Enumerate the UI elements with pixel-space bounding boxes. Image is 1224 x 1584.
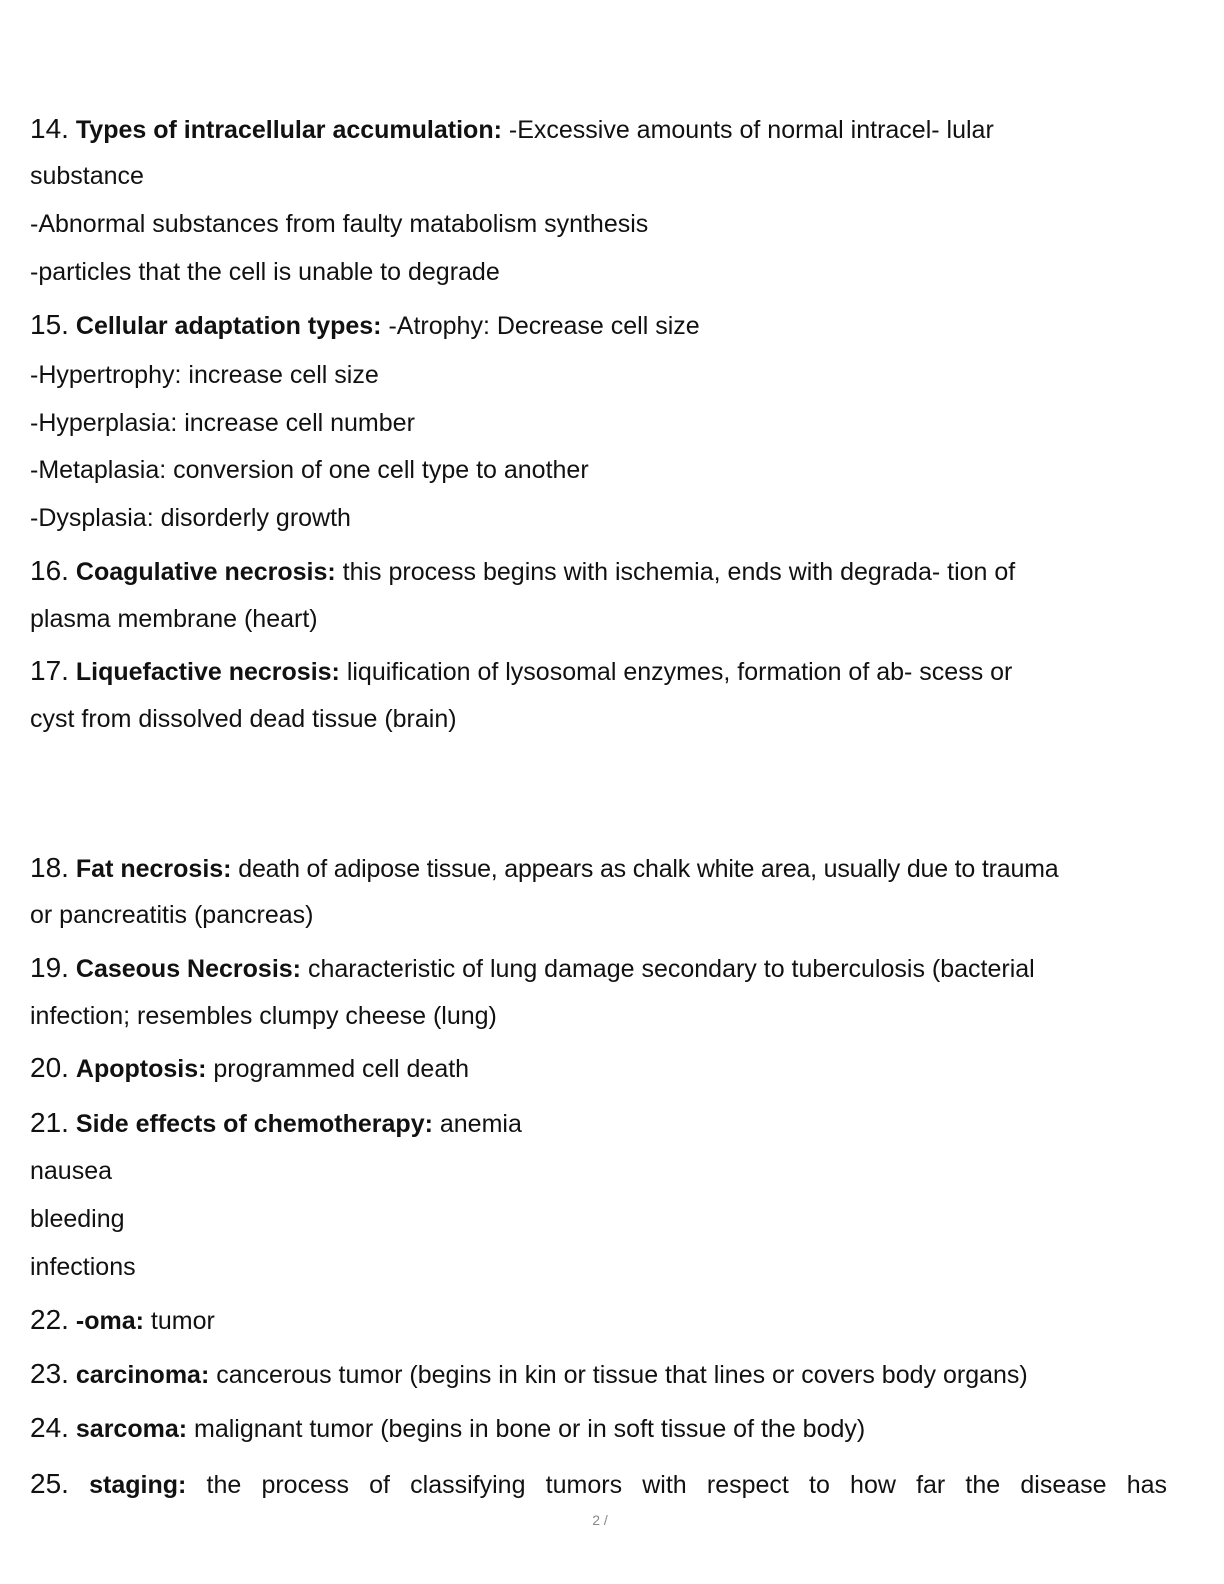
item-25-heading (30, 1470, 1167, 1498)
item-text: malignant tumor (begins in bone or in soft tissue of the body) (187, 1415, 866, 1443)
item-text: programmed cell death (206, 1055, 470, 1083)
item-15-heading (30, 311, 700, 339)
item-19-heading (30, 954, 1035, 982)
item-term: Liquefactive necrosis: (75, 658, 340, 686)
page-number: 2 / (592, 1512, 608, 1528)
item-14-heading (30, 115, 994, 143)
item-18-line: or pancreatitis (pancreas) (30, 901, 314, 929)
item-number: 17. (30, 655, 69, 686)
item-term: Caseous Necrosis: (75, 955, 301, 983)
item-15-line: -Hyperplasia: increase cell number (30, 409, 415, 437)
item-number: 21. (30, 1107, 69, 1138)
item-text: -Atrophy: Decrease cell size (381, 312, 700, 340)
item-number: 18. (30, 852, 69, 883)
item-term: Apoptosis: (75, 1055, 207, 1083)
item-number: 19. (30, 952, 69, 983)
item-term: sarcoma: (75, 1415, 188, 1443)
item-17-line: cyst from dissolved dead tissue (brain) (30, 705, 457, 733)
item-20-heading (30, 1054, 469, 1082)
item-17-heading (30, 657, 1012, 685)
item-number: 22. (30, 1304, 69, 1335)
item-text: anemia (432, 1110, 522, 1138)
item-text: tumor (143, 1307, 215, 1335)
item-number: 14. (30, 113, 69, 144)
item-text: death of adipose tissue, appears as chalk white area, usually due to trauma (231, 855, 1059, 883)
item-21-heading (30, 1109, 522, 1137)
item-term: Cellular adaptation types: (75, 312, 382, 340)
item-text: -Excessive amounts of normal intracel- lular (501, 116, 994, 144)
item-22-heading (30, 1306, 215, 1334)
item-term: Types of intracellular accumulation: (75, 116, 502, 144)
item-16-line: plasma membrane (heart) (30, 605, 318, 633)
item-18-heading (30, 854, 1058, 882)
item-number: 24. (30, 1412, 69, 1443)
item-number: 23. (30, 1358, 69, 1389)
item-text: liquification of lysosomal enzymes, formation of ab- scess or (339, 658, 1013, 686)
item-number: 15. (30, 309, 69, 340)
item-21-line: nausea (30, 1157, 113, 1185)
item-14-line: -particles that the cell is unable to degrade (30, 258, 500, 286)
item-number: 25. (30, 1468, 69, 1499)
item-15-line: -Hypertrophy: increase cell size (30, 361, 379, 389)
item-16-heading (30, 557, 1015, 585)
item-14-line: -Abnormal substances from faulty matabolism synthesis (30, 210, 649, 238)
item-14-line: substance (30, 162, 144, 190)
item-text: the process of classifying tumors with respect to how far the disease has (186, 1471, 1168, 1499)
item-term: Coagulative necrosis: (75, 558, 336, 586)
item-15-line: -Dysplasia: disorderly growth (30, 504, 351, 532)
item-number: 20. (30, 1052, 69, 1083)
item-text: characteristic of lung damage secondary to tuberculosis (bacterial (301, 955, 1035, 983)
item-21-line: infections (30, 1253, 136, 1281)
item-number: 16. (30, 555, 69, 586)
item-term: Fat necrosis: (75, 855, 232, 883)
item-19-line: infection; resembles clumpy cheese (lung) (30, 1002, 497, 1030)
item-text: cancerous tumor (begins in kin or tissue that lines or covers body organs) (209, 1361, 1028, 1389)
item-21-line: bleeding (30, 1205, 125, 1233)
item-term: -oma: (75, 1307, 144, 1335)
item-15-line: -Metaplasia: conversion of one cell type to another (30, 456, 589, 484)
item-23-heading (30, 1360, 1028, 1388)
item-24-heading (30, 1414, 865, 1442)
item-text: this process begins with ischemia, ends with degrada- tion of (335, 558, 1016, 586)
item-term: Side effects of chemotherapy: (75, 1110, 433, 1138)
item-term: carcinoma: (75, 1361, 210, 1389)
item-term: staging: (89, 1471, 187, 1499)
